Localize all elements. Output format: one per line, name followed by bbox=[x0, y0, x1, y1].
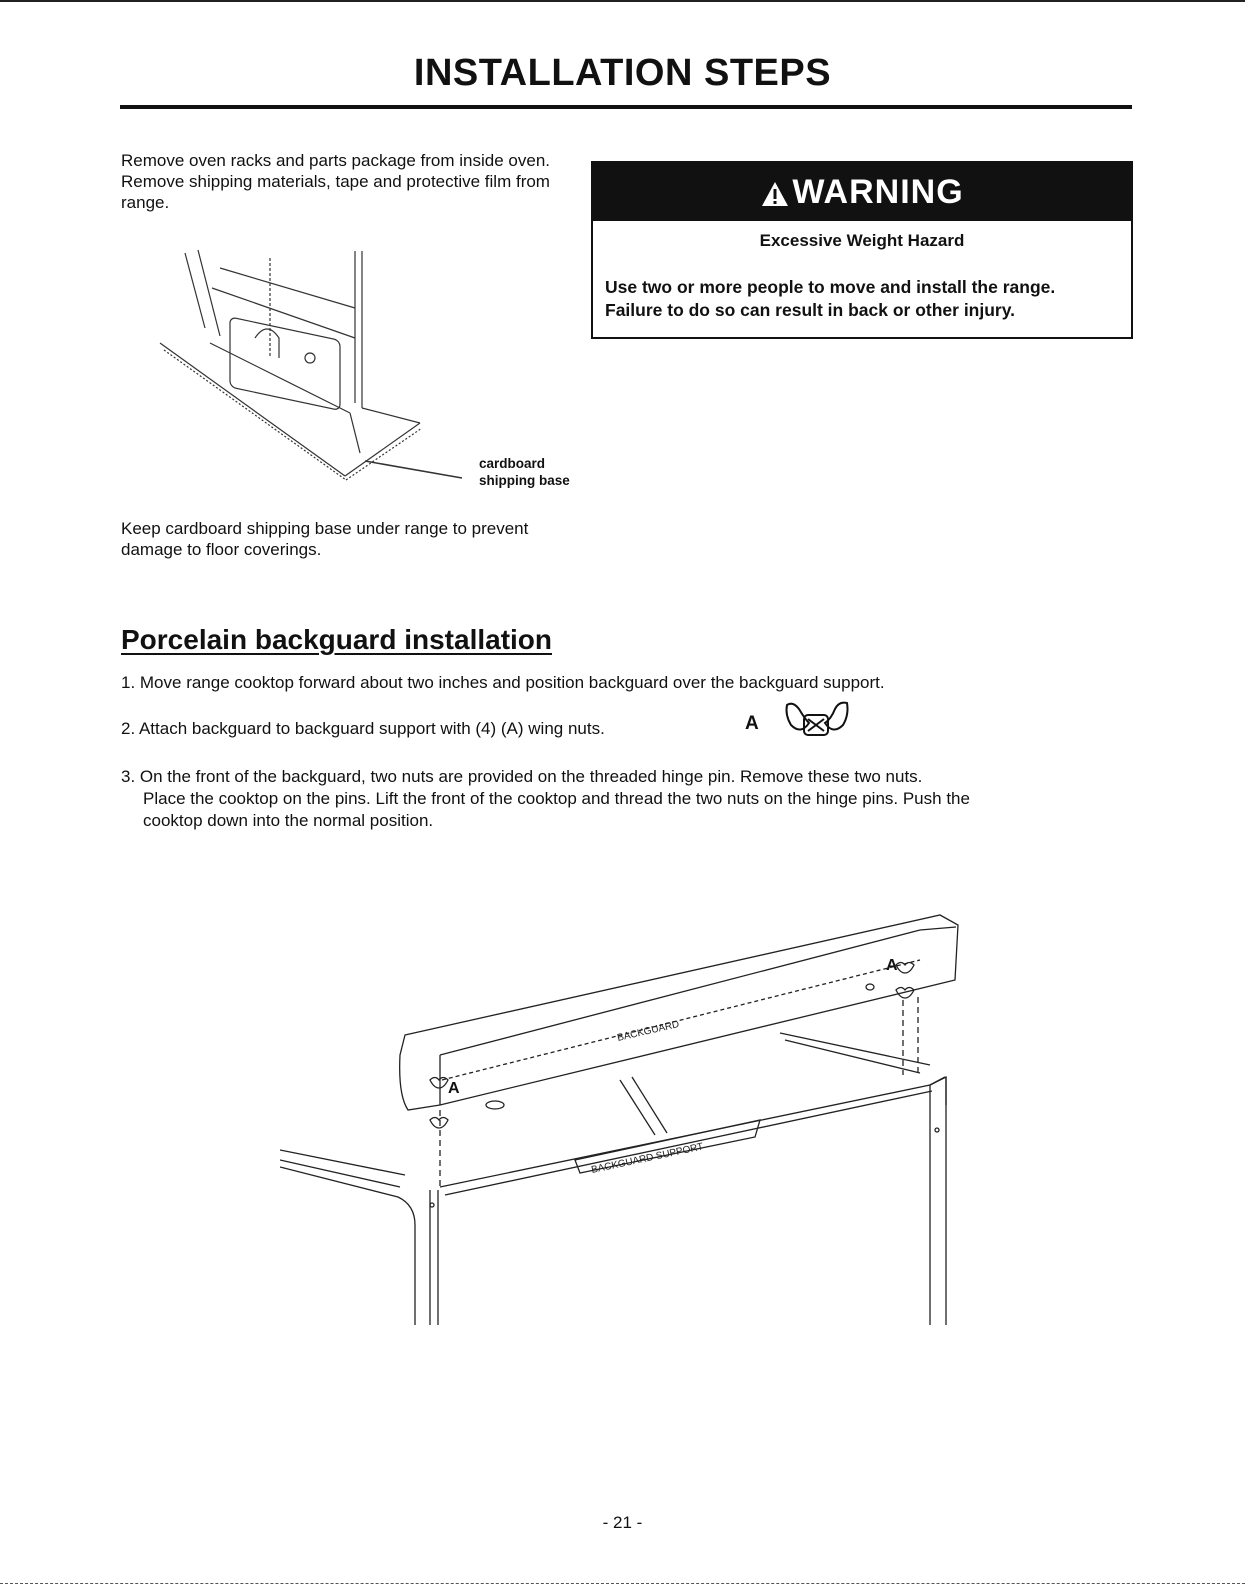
step-1: 1. Move range cooktop forward about two inches and position backguard over the backguard support. bbox=[121, 673, 885, 692]
top-border bbox=[0, 0, 1245, 2]
warning-header-text: WARNING bbox=[792, 173, 964, 211]
label-line: cardboard bbox=[479, 456, 546, 471]
part-a-label-right: A bbox=[886, 957, 898, 974]
backguard-support-label: BACKGUARD SUPPORT bbox=[590, 1141, 705, 1176]
title-rule bbox=[120, 105, 1132, 109]
warning-box bbox=[591, 161, 1133, 339]
wing-nut-icon bbox=[782, 699, 852, 743]
warning-body bbox=[605, 276, 1130, 322]
warning-subtitle: Excessive Weight Hazard bbox=[759, 231, 965, 250]
step-3-line: 3. On the front of the backguard, two nuts are provided on the threaded hinge pin. Remove these two nuts. bbox=[121, 767, 923, 786]
page-title: INSTALLATION STEPS bbox=[413, 52, 832, 94]
backguard-label: BACKGUARD bbox=[616, 1018, 681, 1044]
warning-header bbox=[593, 163, 1131, 221]
backguard-installation-illustration bbox=[280, 905, 980, 1345]
warning-body-line: Failure to do so can result in back or other injury. bbox=[605, 300, 1016, 320]
step-3-line: cooktop down into the normal position. bbox=[143, 811, 434, 830]
page-number: - 21 - bbox=[602, 1513, 643, 1532]
wing-nut-label: A bbox=[745, 713, 759, 734]
part-a-label-left: A bbox=[448, 1080, 460, 1097]
cardboard-base-label bbox=[479, 455, 570, 489]
step-3-line: Place the cooktop on the pins. Lift the front of the cooktop and thread the two nuts on the hinge pins. Push the bbox=[143, 789, 970, 808]
section-title: Porcelain backguard installation bbox=[121, 624, 553, 655]
warning-body-line: Use two or more people to move and install the range. bbox=[605, 277, 1056, 297]
step-2: 2. Attach backguard to backguard support with (4) (A) wing nuts. bbox=[121, 719, 605, 738]
label-line: shipping base bbox=[479, 473, 570, 488]
warning-triangle-icon bbox=[760, 180, 790, 208]
intro-paragraph: Remove oven racks and parts package from inside oven. Remove shipping materials, tape and protective film from range. bbox=[121, 151, 551, 212]
keep-paragraph: Keep cardboard shipping base under range to prevent damage to floor coverings. bbox=[121, 519, 529, 559]
step-3 bbox=[121, 766, 1141, 832]
bottom-border bbox=[0, 1583, 1245, 1584]
